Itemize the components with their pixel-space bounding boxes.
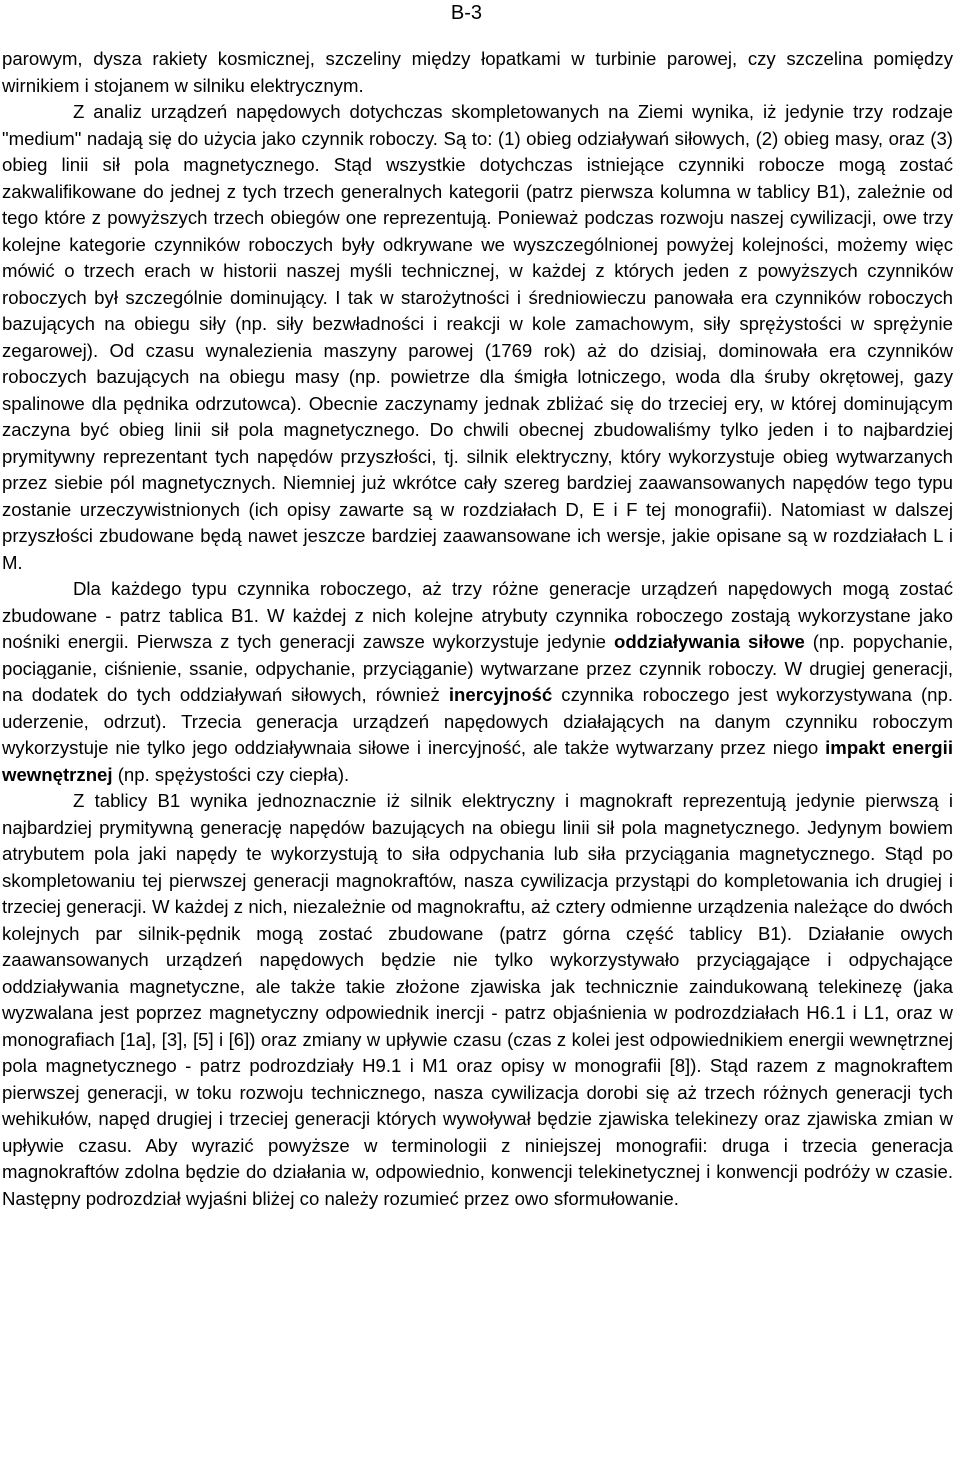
paragraph-p1: [2, 46, 953, 99]
bold-term: oddziaływania siłowe: [613, 631, 805, 652]
paragraph-p4: [2, 788, 953, 1212]
text-run: (np. popychanie, pociąganie, ciśnienie, ssanie, odpychanie, przyciąganie) wytwarzane przez czynnik roboczy. W drugiej generacji, na dodatek do tych oddziaływań siłowych, również: [2, 631, 953, 705]
text-run: (np. spężystości czy ciepła).: [112, 763, 350, 785]
text-run: Z analiz urządzeń napędowych dotychczas skompletowanych na Ziemi wynika, iż jedynie trzy rodzaje "medium" nadają się do użycia jako czynnik roboczy. Są to: (1) obieg odziaływań siłowych, (2) obieg masy, oraz (3) obieg linii sił pola magnetycznego. Stąd wszystkie dotychczas istniejące czynniki robocze mogą zostać zakwalifikowane do jednej z tych trzech generalnych kategorii (patrz pierwsza kolumna w tablicy B1), zależnie od tego które z powyższych trzech obiegów one reprezentują. Ponieważ podczas rozwoju naszej cywilizacji, owe trzy kolejne kategorie czynników roboczych były odkrywane we wyszczególnionej powyżej kolejności, możemy więc mówić o trzech erach w historii naszej myśli technicznej, w każdej z których jeden z powyższych czynników roboczych był szczególnie dominujący. I tak w starożytności i średniowieczu panowała era czynników roboczych bazujących na obiegu siły (np. siły bezwładności i reakcji w kole zamachowym, siły sprężystości w sprężynie zegarowej). Od czasu wynalezienia maszyny parowej (1769 rok) aż do dzisiaj, dominowała era czynników roboczych bazujących na obiegu masy (np. powietrze dla śmigła lotniczego, woda dla śruby okrętowej, gazy spalinowe dla pędnika odrzutowca). Obecnie zaczynamy jednak zbliżać się do trzeciej ery, w której dominującym zaczyna być obieg linii sił pola magnetycznego. Do chwili obecnej zbudowaliśmy tylko jeden i to najbardziej prymitywny reprezentant tych napędów przyszłości, tj. silnik elektryczny, który wykorzystuje obieg wytwarzanych przez siebie pól magnetycznych. Niemniej już wkrótce cały szereg bardziej zaawansowanych napędów tego typu zostanie urzeczywistnionych (ich opisy zawarte są w rozdziałach D, E i F tej monografii). Natomiast w dalszej przyszłości zbudowane będą nawet jeszcze bardziej zaawansowane ich wersje, jakie opisane są w rozdziałach L i M.: [2, 101, 953, 573]
text-run: Z tablicy B1 wynika jednoznacznie iż silnik elektryczny i magnokraft reprezentują jedynie pierwszą i najbardziej prymitywną generację napędów bazujących na obiegu linii sił pola magnetycznego. Jedynym bowiem atrybutem pola jaki napędy te wykorzystują to siła odpychania lub siła przyciągania magnetycznego. Stąd po skompletowaniu tej pierwszej generacji magnokraftów, nasza cywilizacja przystąpi do kompletowania ich drugiej i trzeciej generacji. W każdej z nich, niezależnie od magnokraftu, aż cztery odmienne urządzenia należące do dwóch kolejnych par silnik-pędnik mogą zostać zbudowane (patrz górna część tablicy B1). Działanie owych zaawansowanych urządzeń napędowych będzie nie tylko wykorzystywało przyciągające i odpychające oddziaływania magnetyczne, ale także takie złożone zjawiska jak technicznie zaindukowaną telekinezę (jaka wyzwalana jest poprzez magnetyczny odpowiednik inercji - patrz objaśnienia w podrozdziałach H6.1 i L1, oraz w monografiach [1a], [3], [5] i [6]) oraz zmiany w upływie czasu (czas z kolei jest odpowiednikiem energii wewnętrznej pola magnetycznego - patrz podrozdziały H9.1 i M1 oraz opisy w monografii [8]). Stąd razem z magnokraftem pierwszej generacji, w toku rozwoju technicznego, nasza cywilizacja dorobi się aż trzech różnych generacji tych wehikułów, napęd drugiej i trzeciej generacji których wywoływał będzie zjawiska telekinezy oraz zjawiska zmian w upływie czasu. Aby wyrazić powyższe w terminologii z niniejszej monografii: druga i trzecia generacja magnokraftów zdolna będzie do działania w, odpowiednio, konwencji telekinetycznej i konwencji podróży w czasie. Następny podrozdział wyjaśni bliżej co należy rozumieć przez owo sformułowanie.: [2, 790, 953, 1209]
body-text: [2, 46, 953, 1212]
bold-term: inercyjność: [448, 684, 553, 705]
text-run: parowym, dysza rakiety kosmicznej, szczeliny między łopatkami w turbinie parowej, czy szczelina pomiędzy wirnikiem i stojanem w silniku elektrycznym.: [2, 48, 953, 96]
paragraph-p2: [2, 99, 953, 576]
page-number: B-3: [450, 2, 482, 24]
bold-term: impakt energii wewnętrznej: [2, 737, 953, 785]
paragraph-p3: [2, 576, 953, 788]
text-run: Dla każdego typu czynnika roboczego, aż trzy różne generacje urządzeń napędowych mogą zostać zbudowane - patrz tablica B1. W każdej z nich kolejne atrybuty czynnika roboczego zostają wykorzystane jako nośniki energii. Pierwsza z tych generacji zawsze wykorzystuje jedynie: [2, 578, 953, 652]
text-run: czynnika roboczego jest wykorzystywana (np. uderzenie, odrzut). Trzecia generacja urządzeń napędowych działających na danym czynniku roboczym wykorzystuje nie tylko jego oddziaływnaia siłowe i inercyjność, ale także wytwarzany przez niego: [2, 684, 954, 758]
